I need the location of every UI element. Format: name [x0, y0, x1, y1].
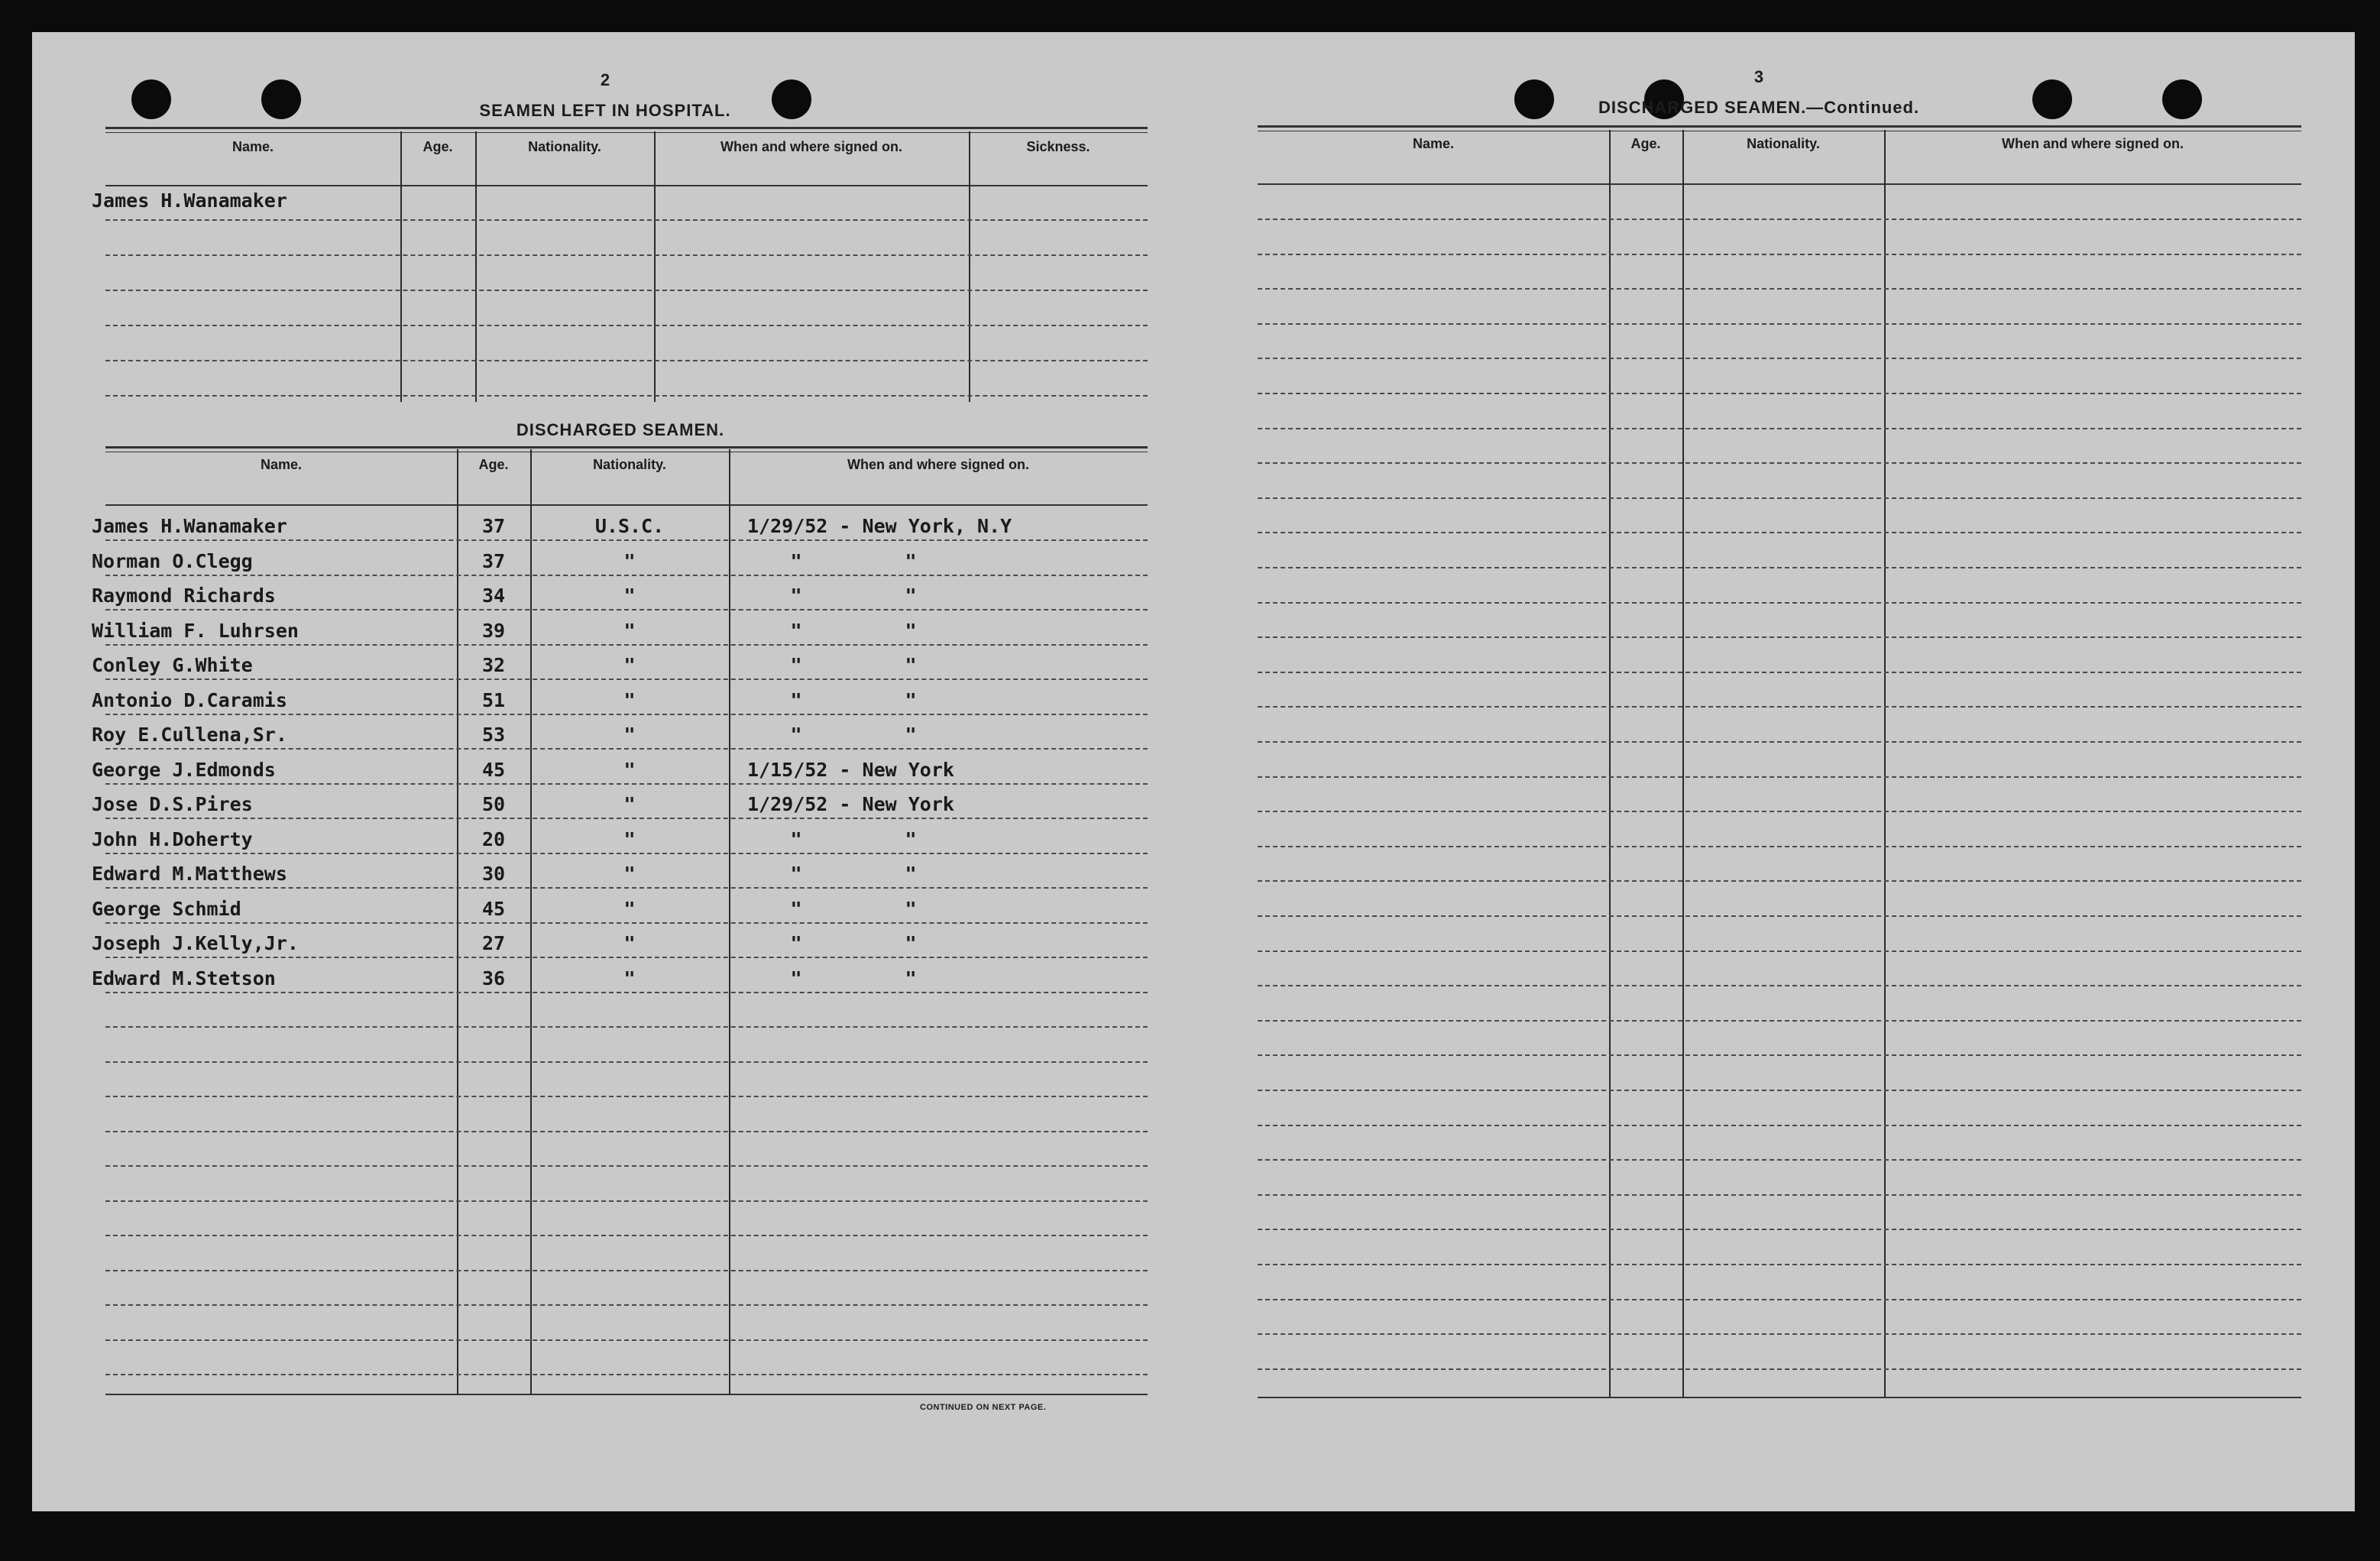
seaman-name: Norman O.Clegg [92, 549, 253, 572]
row-rule [1258, 497, 2301, 499]
signed-on-place: " [905, 897, 917, 920]
seaman-name: Edward M.Stetson [92, 967, 276, 989]
row-rule [105, 254, 1148, 256]
row-rule [1258, 846, 2301, 847]
column-header: Nationality. [528, 139, 601, 154]
seaman-age: 30 [481, 863, 506, 885]
column-header: Name. [260, 457, 303, 472]
row-rule [105, 219, 1148, 221]
seaman-nationality: " [623, 863, 636, 885]
row-rule [1258, 1125, 2301, 1126]
seaman-age: 53 [481, 724, 506, 746]
row-rule [105, 1131, 1148, 1132]
discharged-continued-title: DISCHARGED SEAMEN.—Continued. [1598, 98, 1920, 117]
column-rule [1609, 130, 1611, 1397]
row-rule [1258, 951, 2301, 952]
row-rule [105, 644, 1148, 646]
row-rule [105, 957, 1148, 958]
row-rule [105, 395, 1148, 397]
header-rule [105, 504, 1148, 506]
signed-on-date: " [790, 585, 802, 607]
seaman-nationality: " [623, 688, 636, 711]
row-rule [1258, 1368, 2301, 1370]
punch-hole [1514, 79, 1554, 119]
seaman-nationality: " [623, 967, 636, 989]
seaman-name: George J.Edmonds [92, 758, 276, 781]
column-header: Name. [232, 139, 274, 154]
seaman-nationality: " [623, 793, 636, 815]
row-rule [105, 887, 1148, 889]
signed-on-place: " [905, 585, 917, 607]
row-rule [1258, 358, 2301, 359]
page-number: 3 [1753, 67, 1764, 86]
signed-on-date: 1/29/52 - New York [747, 793, 954, 815]
table-bottom-rule [105, 1394, 1148, 1395]
row-rule [1258, 636, 2301, 638]
signed-on-place: " [905, 724, 917, 746]
row-rule [1258, 1299, 2301, 1300]
row-rule [1258, 323, 2301, 325]
signed-on-date: 1/29/52 - New York, N.Y [747, 515, 1012, 537]
seaman-age: 37 [481, 549, 506, 572]
signed-on-date: " [790, 967, 802, 989]
row-rule [1258, 741, 2301, 743]
row-rule [105, 360, 1148, 361]
row-rule [105, 1374, 1148, 1375]
row-rule [1258, 1054, 2301, 1056]
page-number: 2 [600, 70, 610, 89]
row-rule [105, 575, 1148, 576]
signed-on-date: " [790, 897, 802, 920]
row-rule [105, 1200, 1148, 1202]
punch-hole [772, 79, 811, 119]
row-rule [1258, 532, 2301, 533]
seaman-name: Roy E.Cullena,Sr. [92, 724, 287, 746]
signed-on-date: " [790, 549, 802, 572]
row-rule [105, 714, 1148, 715]
row-rule [105, 539, 1148, 541]
punch-hole [261, 79, 301, 119]
signed-on-date: " [790, 654, 802, 676]
row-rule [105, 678, 1148, 680]
row-rule [105, 290, 1148, 291]
seaman-name: George Schmid [92, 897, 241, 920]
column-header: Name. [1412, 136, 1455, 151]
row-rule [1258, 776, 2301, 778]
column-rule [1884, 130, 1886, 1397]
signed-on-place: " [905, 863, 917, 885]
row-rule [1258, 219, 2301, 220]
seaman-name: Joseph J.Kelly,Jr. [92, 932, 299, 954]
row-rule [1258, 706, 2301, 708]
divider [105, 127, 1148, 133]
column-header: When and where signed on. [847, 457, 1030, 472]
column-header: When and where signed on. [720, 139, 903, 154]
row-rule [1258, 811, 2301, 812]
row-rule [1258, 1194, 2301, 1196]
row-rule [1258, 1264, 2301, 1265]
discharged-section-title: DISCHARGED SEAMEN. [516, 420, 725, 439]
seaman-nationality: " [623, 654, 636, 676]
row-rule [105, 748, 1148, 750]
row-rule [105, 783, 1148, 785]
row-rule [1258, 880, 2301, 882]
row-rule [1258, 428, 2301, 429]
header-rule [105, 185, 1148, 186]
row-rule [1258, 1159, 2301, 1161]
signed-on-place: " [905, 688, 917, 711]
row-rule [1258, 602, 2301, 604]
row-rule [105, 1304, 1148, 1306]
row-rule [1258, 1229, 2301, 1230]
seaman-nationality: " [623, 827, 636, 850]
table-bottom-rule [1258, 1397, 2301, 1398]
row-rule [1258, 672, 2301, 673]
column-header: Age. [1630, 136, 1661, 151]
punch-hole [2162, 79, 2202, 119]
row-rule [1258, 915, 2301, 917]
signed-on-date: " [790, 619, 802, 642]
seaman-age: 45 [481, 897, 506, 920]
row-rule [105, 1165, 1148, 1167]
seaman-name: Edward M.Matthews [92, 863, 287, 885]
seaman-name: Conley G.White [92, 654, 253, 676]
column-rule [1682, 130, 1684, 1397]
seaman-name: Raymond Richards [92, 585, 276, 607]
column-header: Age. [478, 457, 509, 472]
column-header: Nationality. [593, 457, 666, 472]
signed-on-date: " [790, 827, 802, 850]
divider [1258, 125, 2301, 131]
signed-on-place: " [905, 967, 917, 989]
seaman-nationality: U.S.C. [594, 515, 665, 537]
column-header: Sickness. [1026, 139, 1090, 154]
seaman-age: 27 [481, 932, 506, 954]
row-rule [1258, 1090, 2301, 1091]
signed-on-date: " [790, 724, 802, 746]
seaman-age: 50 [481, 793, 506, 815]
seaman-age: 32 [481, 654, 506, 676]
column-header: Age. [423, 139, 453, 154]
row-rule [105, 992, 1148, 993]
seaman-age: 20 [481, 827, 506, 850]
seaman-nationality: " [623, 724, 636, 746]
seaman-age: 51 [481, 688, 506, 711]
row-rule [105, 1061, 1148, 1063]
row-rule [1258, 462, 2301, 464]
seaman-age: 34 [481, 585, 506, 607]
signed-on-date: " [790, 863, 802, 885]
column-header: When and where signed on. [2001, 136, 2184, 151]
seaman-age: 37 [481, 515, 506, 537]
signed-on-place: " [905, 654, 917, 676]
seaman-nationality: " [623, 932, 636, 954]
row-rule [1258, 567, 2301, 568]
seaman-name: Jose D.S.Pires [92, 793, 253, 815]
continued-note: CONTINUED ON NEXT PAGE. [920, 1403, 1047, 1412]
signed-on-date: " [790, 932, 802, 954]
row-rule [105, 818, 1148, 819]
divider [105, 446, 1148, 452]
signed-on-place: " [905, 932, 917, 954]
scanned-document [32, 32, 2355, 1511]
seaman-nationality: " [623, 585, 636, 607]
row-rule [1258, 393, 2301, 394]
header-rule [1258, 183, 2301, 185]
row-rule [1258, 985, 2301, 986]
row-rule [1258, 288, 2301, 290]
seaman-nationality: " [623, 619, 636, 642]
punch-hole [2032, 79, 2072, 119]
seaman-nationality: " [623, 549, 636, 572]
seaman-age: 36 [481, 967, 506, 989]
row-rule [1258, 1333, 2301, 1335]
seaman-nationality: " [623, 758, 636, 781]
signed-on-date: 1/15/52 - New York [747, 758, 954, 781]
row-rule [105, 1270, 1148, 1271]
row-rule [105, 609, 1148, 610]
row-rule [105, 1235, 1148, 1236]
row-rule [105, 1339, 1148, 1341]
seaman-name: William F. Luhrsen [92, 619, 299, 642]
seaman-age: 45 [481, 758, 506, 781]
seaman-age: 39 [481, 619, 506, 642]
row-rule [1258, 254, 2301, 255]
signed-on-place: " [905, 549, 917, 572]
signed-on-place: " [905, 619, 917, 642]
signed-on-place: " [905, 827, 917, 850]
row-rule [1258, 1020, 2301, 1022]
column-header: Nationality. [1747, 136, 1820, 151]
row-rule [105, 922, 1148, 924]
patient-name: James H.Wanamaker [92, 189, 287, 212]
seaman-nationality: " [623, 897, 636, 920]
seaman-name: Antonio D.Caramis [92, 688, 287, 711]
seaman-name: James H.Wanamaker [92, 515, 287, 537]
row-rule [105, 1096, 1148, 1097]
seaman-name: John H.Doherty [92, 827, 253, 850]
row-rule [105, 325, 1148, 326]
punch-hole [131, 79, 171, 119]
row-rule [105, 1026, 1148, 1028]
hospital-section-title: SEAMEN LEFT IN HOSPITAL. [479, 101, 731, 120]
signed-on-date: " [790, 688, 802, 711]
row-rule [105, 853, 1148, 854]
